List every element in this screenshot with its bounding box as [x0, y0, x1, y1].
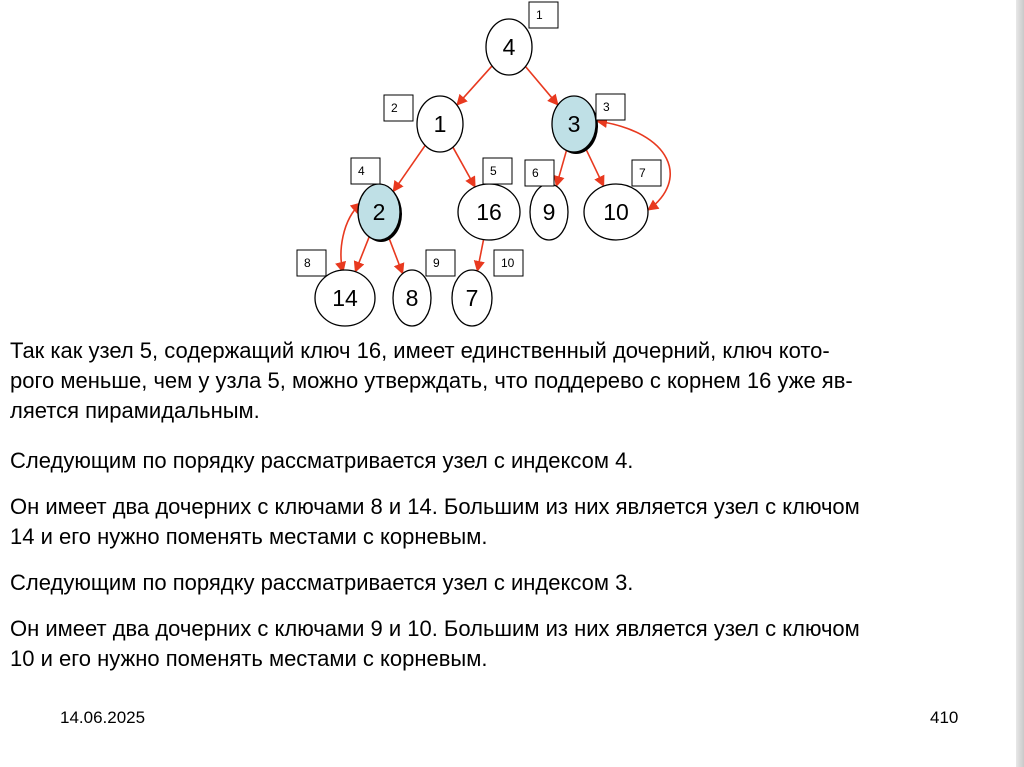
tree-edge-arrow	[556, 150, 566, 186]
tree-node-n4	[358, 184, 402, 242]
index-number: 9	[433, 256, 440, 270]
node-key: 8	[405, 285, 419, 311]
index-number: 4	[358, 164, 365, 178]
paragraph-line: рого меньше, чем у узла 5, можно утверждать, что поддерево с корнем 16 уже яв-	[10, 368, 853, 393]
paragraph-line: Он имеет два дочерних с ключами 9 и 10. Большим из них является узел с ключом	[10, 616, 860, 641]
index-number: 7	[639, 166, 646, 180]
node-key: 16	[476, 199, 502, 225]
tree-node-n10	[452, 270, 492, 326]
paragraph-index-3	[10, 568, 1016, 598]
paragraph-children-9-10	[10, 614, 1016, 674]
tree-node-n9	[393, 270, 431, 326]
node-key: 9	[542, 199, 556, 225]
tree-edge-arrow	[477, 240, 483, 271]
tree-node-n3	[552, 96, 598, 154]
index-box	[525, 160, 554, 186]
index-label-n5	[483, 158, 512, 184]
tree-edge-arrow	[457, 66, 492, 105]
index-label-n9	[426, 250, 455, 276]
index-box	[632, 160, 661, 186]
footer-page-number: 410	[930, 708, 959, 727]
footer-date: 14.06.2025	[60, 708, 146, 727]
index-box	[483, 158, 512, 184]
node-key: 4	[502, 34, 516, 60]
tree-node-n7	[584, 184, 648, 240]
paragraph-line: Следующим по порядку рассматривается узел с индексом 4.	[10, 448, 634, 473]
index-label-n7	[632, 160, 661, 186]
index-box	[426, 250, 455, 276]
index-label-n10	[494, 250, 523, 276]
tree-node-n6	[530, 184, 568, 240]
paragraph-line: Так как узел 5, содержащий ключ 16, имеет единственный дочерний, ключ кото-	[10, 338, 830, 363]
node-key: 2	[372, 199, 386, 225]
index-box	[351, 158, 380, 184]
index-number: 1	[536, 8, 543, 22]
node-key: 14	[332, 285, 358, 311]
paragraph-subtree-16	[10, 336, 1016, 426]
index-label-n1	[529, 2, 558, 28]
index-box	[529, 2, 558, 28]
paragraph-line: Он имеет два дочерних с ключами 8 и 14. Большим из них является узел с ключом	[10, 494, 860, 519]
tree-edge-arrow	[453, 147, 475, 187]
index-box	[596, 94, 625, 120]
index-label-n2	[384, 95, 413, 121]
tree-edge-arrow	[393, 145, 425, 191]
index-number: 5	[490, 164, 497, 178]
index-number: 3	[603, 100, 610, 114]
tree-edge-arrow	[525, 67, 557, 105]
paragraph-index-4	[10, 446, 1016, 476]
paragraph-children-8-14	[10, 492, 1016, 552]
tree-node-n8	[315, 270, 375, 326]
heap-tree-diagram	[0, 0, 1024, 335]
index-number: 8	[304, 256, 311, 270]
index-label-n3	[596, 94, 625, 120]
index-number: 6	[532, 166, 539, 180]
tree-edge-arrow	[389, 237, 403, 274]
node-key: 1	[433, 111, 447, 137]
index-label-n8	[297, 250, 326, 276]
index-box	[297, 250, 326, 276]
paragraph-line: 10 и его нужно поменять местами с корневым.	[10, 646, 488, 671]
tree-node-n5	[458, 184, 520, 240]
paragraph-line: Следующим по порядку рассматривается узел с индексом 3.	[10, 570, 634, 595]
index-number: 10	[501, 256, 515, 270]
tree-edge-arrow	[585, 148, 603, 186]
paragraph-line: ляется пирамидальным.	[10, 398, 260, 423]
tree-node-n1	[486, 19, 532, 75]
node-key: 7	[465, 285, 479, 311]
tree-node-n2	[417, 96, 463, 152]
index-number: 2	[391, 101, 398, 115]
index-box	[384, 95, 413, 121]
index-label-n6	[525, 160, 554, 186]
node-key: 3	[567, 111, 581, 137]
index-label-n4	[351, 158, 380, 184]
tree-edge-arrow	[355, 237, 369, 272]
node-key: 10	[603, 199, 629, 225]
paragraph-line: 14 и его нужно поменять местами с корневым.	[10, 524, 488, 549]
